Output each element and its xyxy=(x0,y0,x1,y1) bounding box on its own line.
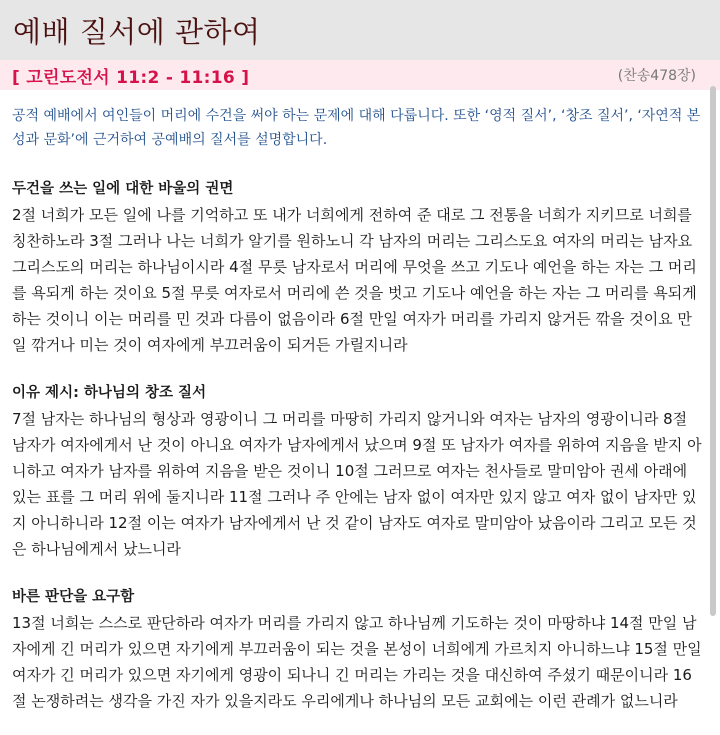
section-body: 13절 너희는 스스로 판단하라 여자가 머리를 가리지 않고 하나님께 기도하는 것이 마땅하냐 14절 만일 남자에게 긴 머리가 있으면 자기에게 부끄러움이 되는 것을 본성이 너희에게 가르치지 아니하느냐 15절 만일 여자가 긴 머리가 있으면 자기에게 영광이 되나니 긴 머리는 가리는 것을 대신하여 주셨기 때문이니라 16절 논쟁하려는 생각을 가진 자가 있을지라도 우리에게나 하나님의 모든 교회에는 이런 관례가 없느니라 xyxy=(12,614,702,710)
section-heading: 두건을 쓰는 일에 대한 바울의 권면 xyxy=(12,181,234,197)
section-heading: 바른 판단을 요구함 xyxy=(12,589,135,605)
passage-summary: 공적 예배에서 여인들이 머리에 수건을 써야 하는 문제에 대해 다룹니다. 또한 ‘영적 질서’, ‘창조 질서’, ‘자연적 본성과 문화’에 근거하여 공예배의 질서를 설명합니다. xyxy=(12,108,701,148)
page-title: 예배 질서에 관하여 xyxy=(13,14,261,49)
section-right-judgment xyxy=(12,584,702,714)
content-area xyxy=(0,90,720,714)
scripture-reference: [ 고린도전서 11:2 - 11:16 ] xyxy=(12,67,250,88)
vertical-scrollbar[interactable] xyxy=(710,86,716,616)
reference-bar xyxy=(0,60,720,90)
hymn-number[interactable]: (찬송478장) xyxy=(617,68,696,84)
title-bar xyxy=(0,0,720,60)
section-paul-exhortation xyxy=(12,176,702,358)
section-creation-order xyxy=(12,380,702,562)
section-body: 7절 남자는 하나님의 형상과 영광이니 그 머리를 마땅히 가리지 않거니와 여자는 남자의 영광이니라 8절 남자가 여자에게서 난 것이 아니요 여자가 남자에게서 났으며 9절 또 남자가 여자를 위하여 지음을 받지 아니하고 여자가 남자를 위하여 지음을 받은 것이니 10절 그러므로 여자는 천사들로 말미암아 권세 아래에 있는 표를 그 머리 위에 둘지니라 11절 그러나 주 안에는 남자 없이 여자만 있지 않고 여자 없이 남자만 있지 아니하니라 12절 이는 여자가 남자에게서 난 것 같이 남자도 여자로 말미암아 났음이라 그리고 모든 것은 하나님에게서 났느니라 xyxy=(12,410,702,558)
section-heading: 이유 제시: 하나님의 창조 질서 xyxy=(12,385,207,401)
section-body: 2절 너희가 모든 일에 나를 기억하고 또 내가 너희에게 전하여 준 대로 그 전통을 너희가 지키므로 너희를 칭찬하노라 3절 그러나 나는 너희가 알기를 원하노니 각 남자의 머리는 그리스도요 여자의 머리는 남자요 그리스도의 머리는 하나님이시라 4절 무릇 남자로서 머리에 무엇을 쓰고 기도나 예언을 하는 자는 그 머리를 욕되게 하는 것이요 5절 무릇 여자로서 머리에 쓴 것을 벗고 기도나 예언을 하는 자는 그 머리를 욕되게 하는 것이니 이는 머리를 민 것과 다름이 없음이라 6절 만일 여자가 머리를 가리지 않거든 깎을 것이요 만일 깎거나 미는 것이 여자에게 부끄러움이 되거든 가릴지니라 xyxy=(12,206,697,354)
